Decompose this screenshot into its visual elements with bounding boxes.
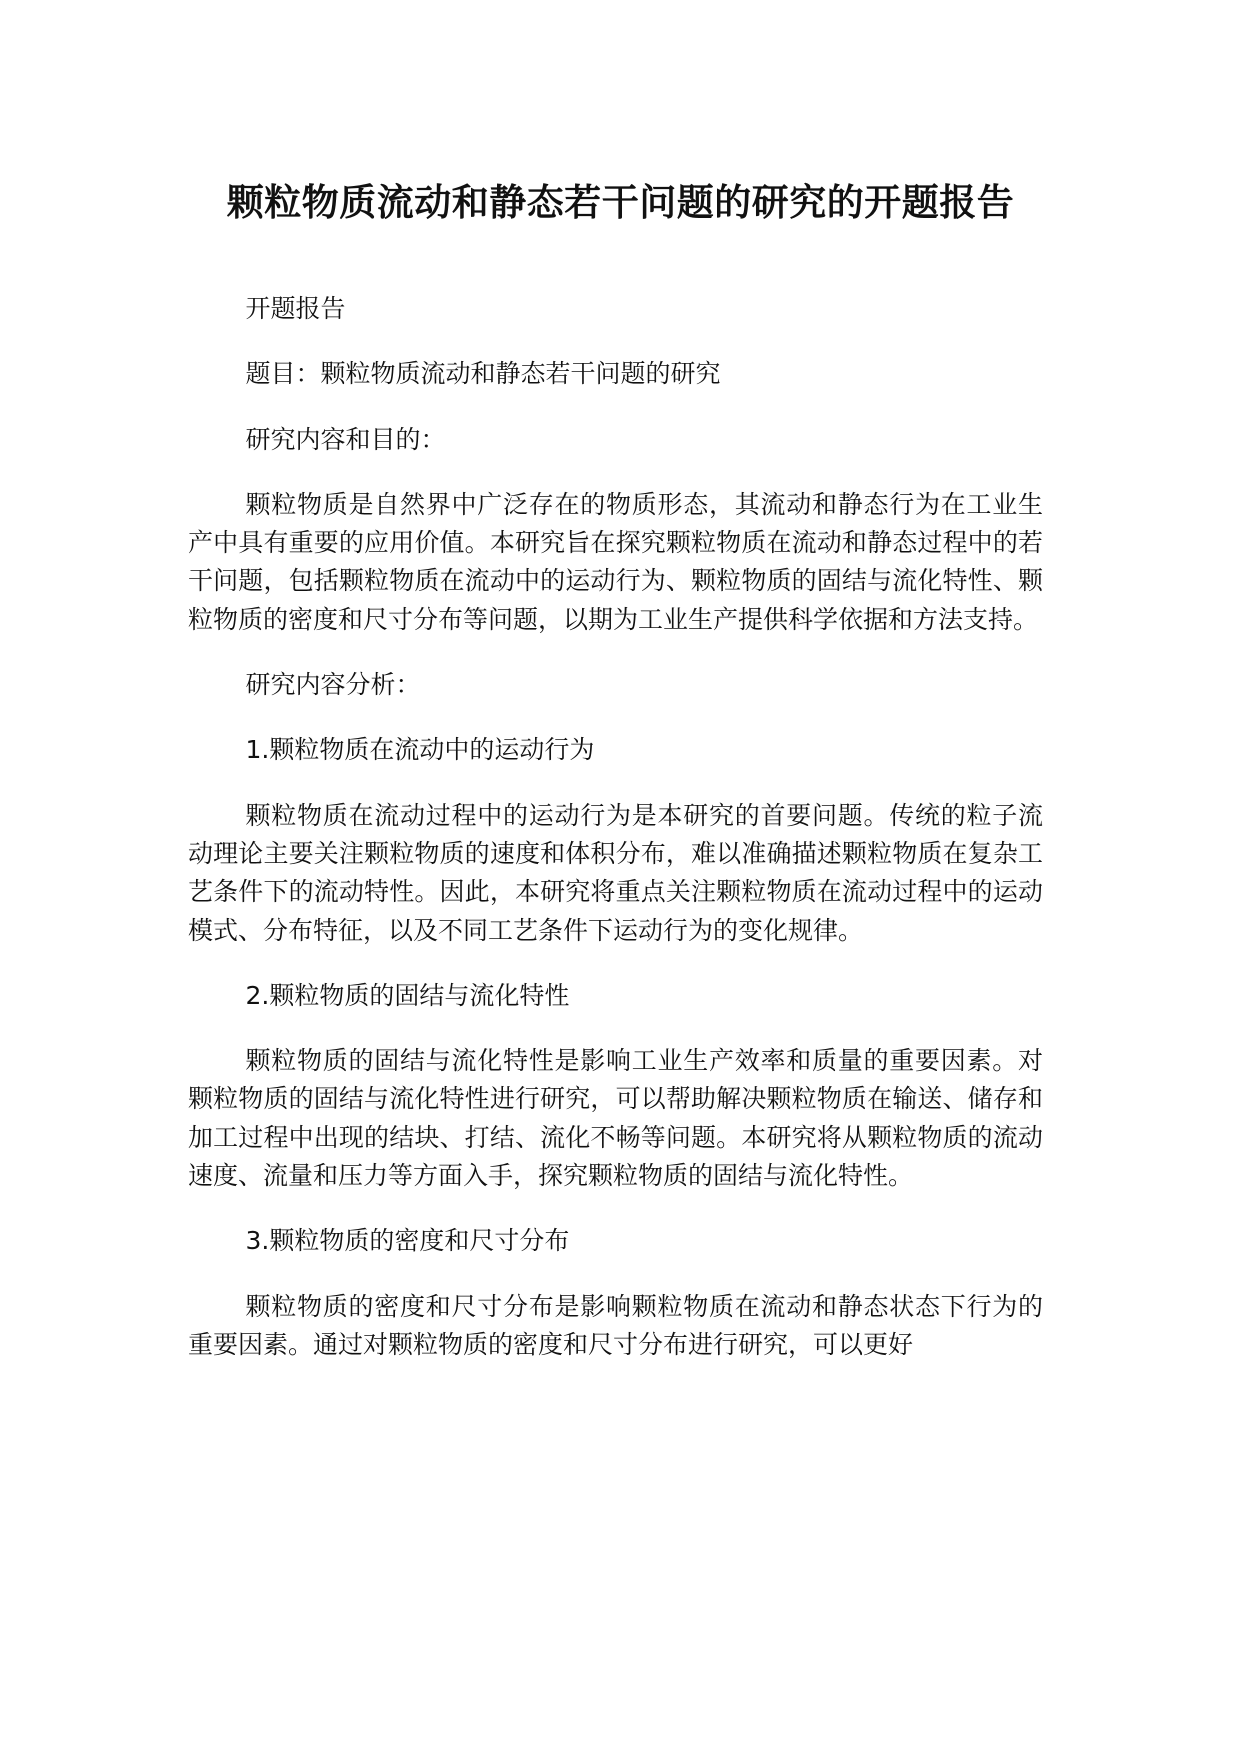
paragraph-intro: 颗粒物质是自然界中广泛存在的物质形态，其流动和静态行为在工业生产中具有重要的应用价值。本研究旨在探究颗粒物质在流动和静态过程中的若干问题，包括颗粒物质在流动中的运动行为、颗粒物质的固结与流化特性、颗粒物质的密度和尺寸分布等问题，以期为工业生产提供科学依据和方法支持。 xyxy=(188,489,1043,634)
paragraph-content-purpose-heading: 研究内容和目的： xyxy=(245,424,446,454)
paragraph-analysis-heading: 研究内容分析： xyxy=(245,670,421,700)
paragraph-section-3-body: 颗粒物质的密度和尺寸分布是影响颗粒物质在流动和静态状态下行为的重要因素。通过对颗粒物质的密度和尺寸分布进行研究，可以更好 xyxy=(188,1291,1043,1359)
document-body xyxy=(188,290,1043,1391)
paragraph-section-1-body: 颗粒物质在流动过程中的运动行为是本研究的首要问题。传统的粒子流动理论主要关注颗粒物质的速度和体积分布，难以准确描述颗粒物质在复杂工艺条件下的流动特性。因此，本研究将重点关注颗粒物质在流动过程中的运动模式、分布特征，以及不同工艺条件下运动行为的变化规律。 xyxy=(188,800,1043,945)
paragraph-section-2-body: 颗粒物质的固结与流化特性是影响工业生产效率和质量的重要因素。对颗粒物质的固结与流化特性进行研究，可以帮助解决颗粒物质在输送、储存和加工过程中出现的结块、打结、流化不畅等问题。本研究将从颗粒物质的流动速度、流量和压力等方面入手，探究颗粒物质的固结与流化特性。 xyxy=(188,1046,1043,1191)
paragraph-section-1-heading: 1.颗粒物质在流动中的运动行为 xyxy=(245,735,595,765)
document-title: 颗粒物质流动和静态若干问题的研究的开题报告 xyxy=(226,181,1015,224)
paragraph-section-3-heading: 3.颗粒物质的密度和尺寸分布 xyxy=(245,1226,570,1256)
paragraph-report-heading: 开题报告 xyxy=(245,294,346,323)
paragraph-topic: 题目：颗粒物质流动和静态若干问题的研究 xyxy=(245,359,721,389)
paragraph-section-2-heading: 2.颗粒物质的固结与流化特性 xyxy=(245,980,570,1010)
